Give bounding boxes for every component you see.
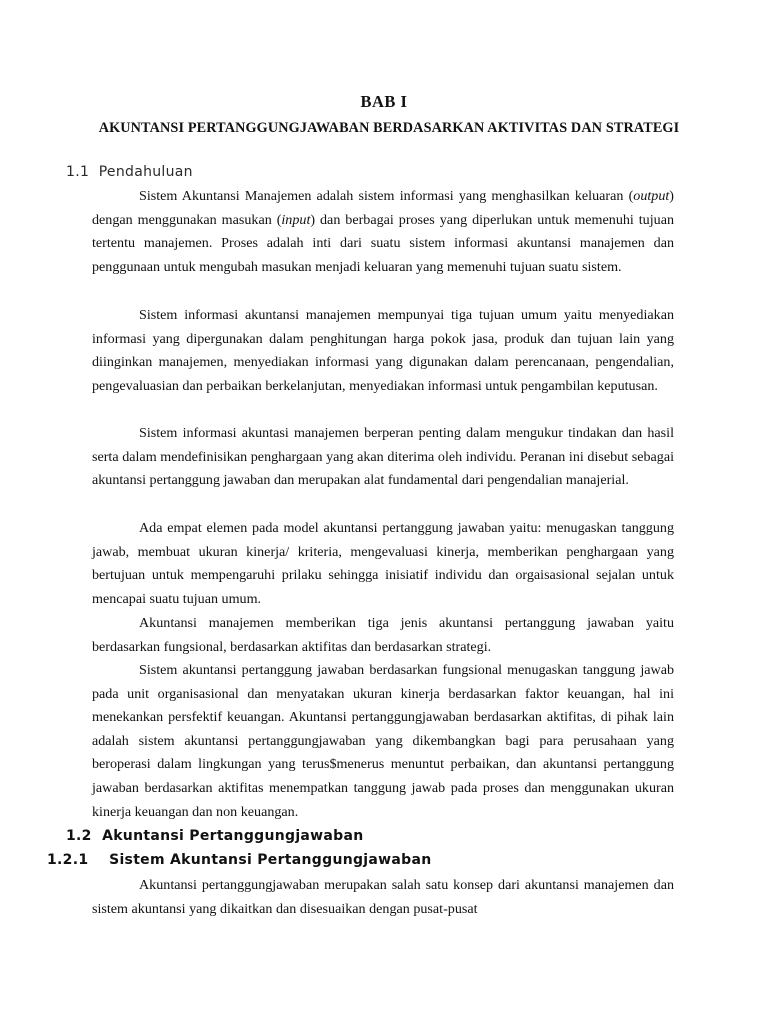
paragraph-1	[92, 185, 674, 279]
paragraph-text: Sistem Akuntansi Manajemen adalah sistem informasi yang menghasilkan keluaran (	[139, 188, 634, 204]
section-number: 1.2.1	[47, 852, 89, 868]
section-title: Pendahuluan	[98, 164, 193, 180]
chapter-title: AKUNTANSI PERTANGGUNGJAWABAN BERDASARKAN AKTIVITAS DAN STRATEGI	[98, 120, 680, 136]
paragraph-5: Akuntansi manajemen memberikan tiga jenis akuntansi pertanggung jawaban yaitu berdasarkan fungsional, berdasarkan aktifitas dan berdasarkan strategi.	[92, 615, 674, 655]
section-heading-1-2	[66, 828, 363, 844]
paragraph-2: Sistem informasi akuntansi manajemen mempunyai tiga tujuan umum yaitu menyediakan informasi yang dipergunakan dalam penghitungan harga pokok jasa, produk dan tujuan lain yang diinginkan manajemen, menyediakan informasi yang digunakan dalam perencanaan, pengendalian, pengevaluasian dan perbaikan berkelanjutan, menyediakan informasi untuk pengambilan keputusan.	[92, 307, 674, 394]
italic-term-output: output	[633, 188, 670, 204]
section-heading-1-1	[66, 164, 193, 180]
paragraph-text: ) dengan menggunakan masukan (	[92, 188, 674, 228]
paragraph-7: Akuntansi pertanggungjawaban merupakan salah satu konsep dari akuntansi manajemen dan sistem akuntansi yang dikaitkan dan disesuaikan dengan pusat-pusat	[92, 877, 674, 917]
chapter-number: BAB I	[360, 92, 408, 111]
section-number: 1.1	[66, 164, 90, 180]
section-heading-1-2-1	[47, 852, 431, 868]
paragraph-6: Sistem akuntansi pertanggung jawaban berdasarkan fungsional menugaskan tanggung jawab pada unit organisasional dan menyatakan ukuran kinerja berdasarkan faktor keuangan, hal ini menekankan persfektif keuangan. Akuntansi pertanggungjawaban berdasarkan aktifitas, di pihak lain adalah sistem akuntansi pertanggungjawaban yang dikembangkan bagi para perusahaan yang beroperasi dalam lingkungan yang terus$menerus menuntut perbaikan, dan akuntansi pertanggung jawaban berdasarkan aktifitas menempatkan tanggung jawab pada proses dan menggunakan ukuran kinerja keuangan dan non keuangan.	[92, 662, 674, 820]
section-title: Akuntansi Pertanggungjawaban	[102, 828, 364, 844]
italic-term-input: input	[281, 211, 311, 228]
paragraph-text: ) dan berbagai proses yang diperlukan untuk memenuhi tujuan tertentu manajemen. Proses adalah inti dari suatu sistem informasi akuntansi manajemen dan penggunaan untuk mengubah masukan menjadi keluaran yang memenuhi tujuan suatu sistem.	[92, 211, 674, 275]
section-title: Sistem Akuntansi Pertanggungjawaban	[109, 852, 432, 868]
section-number: 1.2	[66, 828, 92, 844]
paragraph-4: Ada empat elemen pada model akuntansi pertanggung jawaban yaitu: menugaskan tanggung jawab, membuat ukuran kinerja/ kriteria, mengevaluasi kinerja, memberikan penghargaan yang bertujuan untuk mempengaruhi prilaku sehingga inisiatif individu dan orgaisasional sejalan untuk mencapai suatu tujuan umum.	[92, 520, 674, 607]
paragraph-3: Sistem informasi akuntasi manajemen berperan penting dalam mengukur tindakan dan hasil serta dalam mendefinisikan penghargaan yang akan diterima oleh individu. Peranan ini disebut sebagai akuntansi pertanggung jawaban dan merupakan alat fundamental dari pengendalian manajerial.	[92, 425, 674, 489]
